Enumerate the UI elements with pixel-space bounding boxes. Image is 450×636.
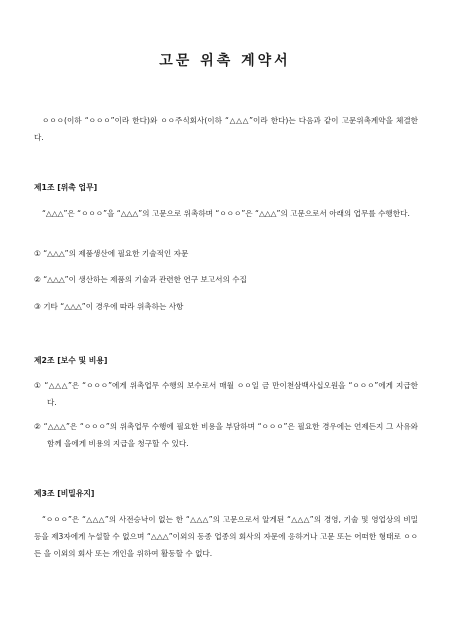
article-1-body: “△△△”은 “ㅇㅇㅇ”을 “△△△”의 고문으로 위촉하며 “ㅇㅇㅇ”은 “△△△”의 고문으로서 아래의 업무를 수행한다. — [42, 209, 410, 218]
document-title: 고문 위촉 계약서 — [159, 53, 291, 69]
article-3-body: “ㅇㅇㅇ”은 “△△△”의 사전승낙이 없는 한 “△△△”의 고문으로서 알게된 “△△△”의 경영, 기술 및 영업상의 비밀 등을 제3자에게 누설할 수 없으며 “△△△”이외의 동종 업종의 회사의 자문에 응하거나 고문 또는 어떠한 형태로 ㅇㅇ든 을 이외의 회사 또는 개인을 위하여 활동할 수 없다. — [34, 515, 418, 558]
article-1-heading: 제1조 [위촉 업무] — [34, 183, 98, 192]
article-2-item-2: ② “△△△”은 “ㅇㅇㅇ”의 위촉업무 수행에 필요한 비용을 부담하며 “ㅇㅇㅇ”은 필요한 경우에는 언제든지 그 사유와 함께 을에게 비용의 지급을 청구할 수 있다. — [34, 422, 418, 448]
article-1-item-1: ① “△△△”의 제품생산에 필요한 기술적인 자문 — [34, 249, 189, 258]
article-2-heading: 제2조 [보수 및 비용] — [34, 356, 108, 365]
article-1-item-3: ③ 기타 “△△△”이 경우에 따라 위촉하는 사항 — [34, 302, 184, 311]
article-1-item-2: ② “△△△”이 생산하는 제품의 기술과 관련한 연구 보고서의 수집 — [34, 275, 247, 284]
article-3-heading: 제3조 [비밀유지] — [34, 489, 95, 498]
intro-paragraph: ㅇㅇㅇ(이하 “ㅇㅇㅇ”이라 한다)와 ㅇㅇ주식회사(이하 “△△△”이라 한다)는 다음과 같이 고문위촉계약을 체결한다. — [34, 116, 418, 142]
article-2-item-1: ① “△△△”은 “ㅇㅇㅇ”에게 위촉업무 수행의 보수로서 매월 ㅇㅇ일 금 만이천삼백사십오원을 “ㅇㅇㅇ”에게 지급한다. — [34, 381, 418, 407]
